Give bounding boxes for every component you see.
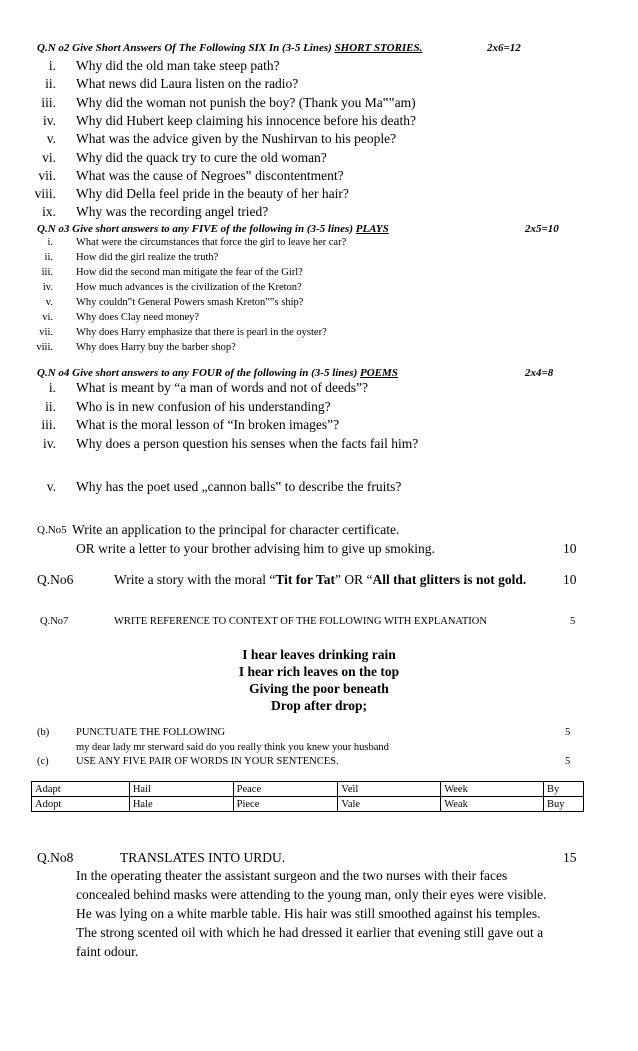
question-text: Why does Harry buy the barber shop?	[76, 342, 236, 353]
question-text: Why does Harry emphasize that there is pearl in the oyster?	[76, 327, 327, 338]
question-number: iv.	[43, 112, 56, 128]
question-text: Why did Della feel pride in the beauty of her hair?	[76, 186, 349, 202]
table-cell: Vale	[338, 797, 441, 812]
q6-moral2: All that glitters is not gold	[372, 572, 523, 587]
q8-title: TRANSLATES INTO URDU.	[120, 850, 286, 865]
question-text: What were the circumstances that force the girl to leave her car?	[76, 237, 347, 248]
q7-b-marks: 5	[565, 727, 571, 738]
q3-marks: 2x5=10	[525, 223, 559, 235]
table-cell: Peace	[233, 782, 338, 797]
q3-header-prefix: Q.N o3 Give short answers to any FIVE of the following in (3-5 lines)	[37, 223, 353, 235]
question-text: What is the moral lesson of “In broken images”?	[76, 417, 340, 432]
q6-marks: 10	[563, 572, 577, 587]
q8-paragraph-line: He was lying on a white marble table. His hair was still smoothed against his temples.	[76, 906, 541, 921]
question-number: v.	[46, 131, 56, 147]
question-number: viii.	[34, 186, 56, 202]
question-text: Why was the recording angel tried?	[76, 204, 269, 220]
question-number: iii.	[41, 267, 53, 278]
question-number: ii.	[45, 398, 56, 414]
question-text: Who is in new confusion of his understanding?	[76, 398, 331, 414]
q8-marks: 15	[563, 850, 577, 865]
question-number: vi.	[42, 312, 53, 323]
q7-b-label: (b)	[37, 727, 50, 738]
q2-header	[37, 42, 422, 54]
question-number: iv.	[43, 435, 56, 451]
q6-label: Q.No6	[37, 572, 74, 587]
q8-paragraph-line: concealed behind masks were attending to the young man, only their eyes were visible.	[76, 887, 547, 902]
question-number: viii.	[36, 342, 53, 353]
poem-line: I hear rich leaves on the top	[238, 664, 400, 679]
question-text: How did the second man mitigate the fear of the Girl?	[76, 267, 303, 278]
q5-line2: OR write a letter to your brother advising him to give up smoking.	[76, 541, 435, 556]
table-cell: Piece	[233, 797, 338, 812]
q2-marks: 2x6=12	[487, 42, 521, 54]
question-text: Why has the poet used „cannon balls‟ to describe the fruits?	[76, 478, 402, 494]
q8-paragraph-line: faint odour.	[76, 944, 139, 959]
q5-marks: 10	[563, 541, 577, 556]
q4-header-topic: POEMS	[360, 367, 398, 379]
q6-pre: Write a story with the moral “	[114, 572, 276, 587]
question-text: Why couldn‟t General Powers smash Kreton‟‟s ship?	[76, 297, 304, 308]
q7-c-marks: 5	[565, 756, 571, 767]
table-cell: Hale	[129, 797, 233, 812]
table-cell: Adopt	[32, 797, 130, 812]
poem-line: Drop after drop;	[271, 698, 367, 713]
q8-paragraph-line: The strong scented oil with which he had dressed it earlier that evening still gave out a	[76, 925, 544, 940]
q5-label: Q.No5	[37, 524, 67, 536]
q6-mid: ” OR “	[334, 572, 373, 587]
question-number: i.	[48, 58, 56, 73]
question-text: Why does Clay need money?	[76, 312, 200, 323]
question-text: Why did the old man take steep path?	[76, 58, 280, 73]
question-number: v.	[45, 297, 53, 308]
table-cell: Veil	[338, 782, 441, 797]
q7-b-text: PUNCTUATE THE FOLLOWING	[76, 727, 226, 738]
question-number: i.	[48, 380, 56, 395]
table-cell: Week	[441, 782, 544, 797]
q4-header	[37, 367, 398, 379]
q7-label: Q.No7	[40, 616, 69, 627]
q8-paragraph-line: In the operating theater the assistant surgeon and the two nurses with their faces	[76, 868, 508, 883]
question-number: iii.	[41, 417, 56, 432]
question-number: ii.	[45, 76, 56, 92]
q7-b-sentence: my dear lady mr sterward said do you really think you knew your husband	[76, 742, 389, 753]
question-text: What news did Laura listen on the radio?	[76, 76, 299, 92]
question-text: How much advances is the civilization of the Kreton?	[76, 282, 302, 293]
question-number: vii.	[38, 167, 56, 183]
q7-text: WRITE REFERENCE TO CONTEXT OF THE FOLLOWING WITH EXPLANATION	[114, 616, 487, 627]
question-number: vi.	[42, 149, 56, 165]
question-number: vii.	[39, 327, 53, 338]
q8-label: Q.No8	[37, 850, 74, 865]
question-number: iv.	[42, 282, 53, 293]
q7-c-text: USE ANY FIVE PAIR OF WORDS IN YOUR SENTENCES.	[76, 756, 339, 767]
question-number: ii.	[44, 252, 53, 263]
table-cell: Adapt	[32, 782, 130, 797]
q6-moral1: Tit for Tat	[275, 572, 335, 587]
question-text: Why did Hubert keep claiming his innocence before his death?	[76, 112, 417, 128]
q5-line1: Write an application to the principal for character certificate.	[72, 522, 400, 537]
table-cell: By	[544, 782, 584, 797]
q4-header-prefix: Q.N o4 Give short answers to any FOUR of the following in (3-5 lines)	[37, 367, 358, 379]
table-cell: Weak	[441, 797, 544, 812]
q6-post: .	[522, 572, 527, 587]
table-cell: Buy	[544, 797, 584, 812]
q3-header-topic: PLAYS	[355, 223, 389, 235]
table-row	[32, 782, 584, 797]
q3-header	[37, 223, 389, 235]
q7-c-label: (c)	[37, 756, 49, 767]
question-number: iii.	[41, 94, 56, 110]
q2-header-prefix: Q.N o2 Give Short Answers Of The Following SIX In (3-5 Lines)	[37, 42, 332, 54]
q7-marks: 5	[570, 616, 576, 627]
question-number: i.	[47, 237, 53, 248]
question-text: How did the girl realize the truth?	[76, 252, 219, 263]
question-text: What was the cause of Negroes‟ discontentment?	[76, 167, 344, 183]
question-text: What is meant by “a man of words and not of deeds”?	[76, 380, 369, 395]
q6-text	[114, 572, 526, 588]
word-pairs-table	[31, 781, 584, 812]
question-number: v.	[46, 478, 56, 494]
table-row	[32, 797, 584, 812]
poem-line: Giving the poor beneath	[249, 681, 389, 696]
question-text: Why did the woman not punish the boy? (Thank you Ma‟‟am)	[76, 94, 416, 110]
q2-header-topic: SHORT STORIES.	[334, 42, 423, 54]
question-number: ix.	[42, 204, 56, 220]
table-cell: Hail	[129, 782, 233, 797]
q4-marks: 2x4=8	[525, 367, 554, 379]
question-text: Why did the quack try to cure the old woman?	[76, 149, 327, 165]
question-text: What was the advice given by the Nushirvan to his people?	[76, 131, 397, 147]
poem-line: I hear leaves drinking rain	[242, 647, 396, 662]
question-text: Why does a person question his senses when the facts fail him?	[76, 435, 419, 451]
